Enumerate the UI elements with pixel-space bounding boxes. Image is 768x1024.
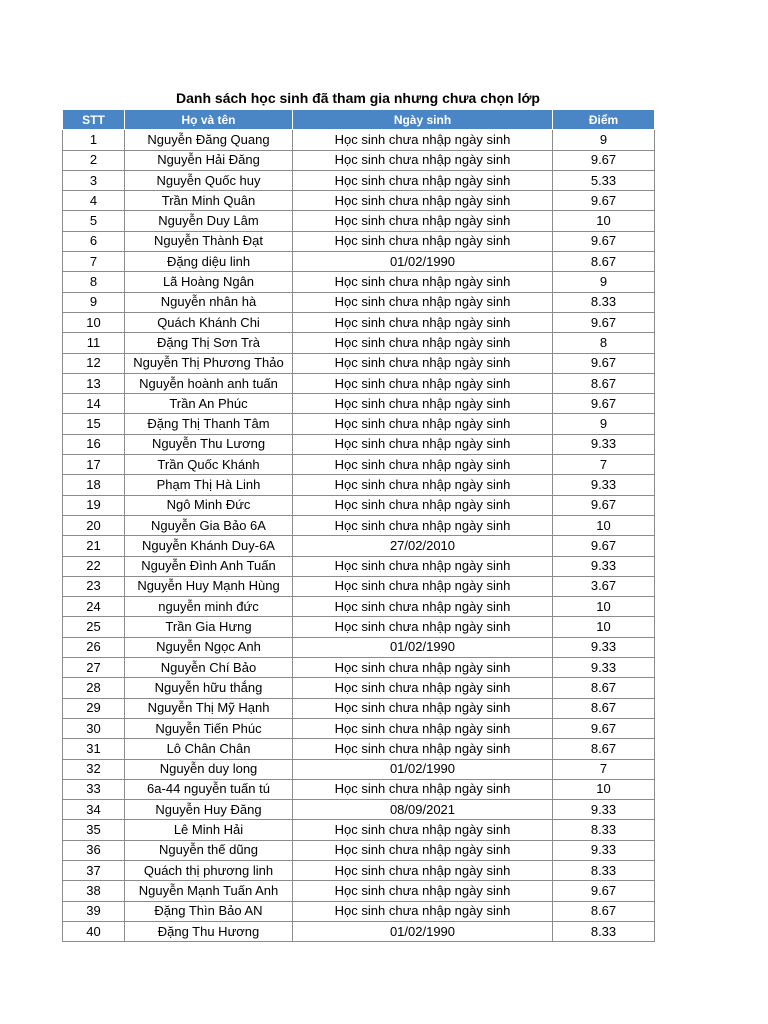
- cell-stt: 15: [63, 414, 125, 434]
- cell-date-of-birth: Học sinh chưa nhập ngày sinh: [293, 881, 553, 901]
- cell-score: 10: [553, 597, 655, 617]
- cell-full-name: Nguyễn duy long: [125, 759, 293, 779]
- cell-full-name: Nguyễn nhân hà: [125, 292, 293, 312]
- table-row: [63, 820, 655, 840]
- cell-full-name: Nguyễn Tiến Phúc: [125, 718, 293, 738]
- cell-date-of-birth: Học sinh chưa nhập ngày sinh: [293, 840, 553, 860]
- cell-full-name: Nguyễn Thị Phương Thảo: [125, 353, 293, 373]
- cell-stt: 32: [63, 759, 125, 779]
- table-row: [63, 779, 655, 799]
- cell-full-name: Đặng Thị Sơn Trà: [125, 333, 293, 353]
- cell-stt: 29: [63, 698, 125, 718]
- cell-full-name: nguyễn minh đức: [125, 597, 293, 617]
- table-row: [63, 759, 655, 779]
- cell-full-name: Nguyễn Quốc huy: [125, 170, 293, 190]
- cell-date-of-birth: Học sinh chưa nhập ngày sinh: [293, 292, 553, 312]
- cell-score: 3.67: [553, 576, 655, 596]
- cell-full-name: Nguyễn Thu Lương: [125, 434, 293, 454]
- cell-score: 9.67: [553, 353, 655, 373]
- cell-score: 10: [553, 779, 655, 799]
- cell-date-of-birth: 01/02/1990: [293, 759, 553, 779]
- cell-full-name: Đặng Thu Hương: [125, 921, 293, 941]
- cell-score: 9.67: [553, 394, 655, 414]
- cell-score: 7: [553, 759, 655, 779]
- cell-date-of-birth: Học sinh chưa nhập ngày sinh: [293, 597, 553, 617]
- cell-full-name: Nguyễn hữu thắng: [125, 678, 293, 698]
- table-row: [63, 637, 655, 657]
- cell-full-name: Đặng Thị Thanh Tâm: [125, 414, 293, 434]
- cell-score: 7: [553, 455, 655, 475]
- cell-stt: 26: [63, 637, 125, 657]
- cell-full-name: Trần Quốc Khánh: [125, 455, 293, 475]
- cell-score: 8.33: [553, 292, 655, 312]
- cell-full-name: Trần Gia Hưng: [125, 617, 293, 637]
- cell-date-of-birth: 27/02/2010: [293, 536, 553, 556]
- cell-stt: 37: [63, 860, 125, 880]
- cell-score: 8.67: [553, 698, 655, 718]
- cell-full-name: Phạm Thị Hà Linh: [125, 475, 293, 495]
- cell-stt: 6: [63, 231, 125, 251]
- cell-stt: 40: [63, 921, 125, 941]
- cell-stt: 20: [63, 515, 125, 535]
- cell-date-of-birth: Học sinh chưa nhập ngày sinh: [293, 475, 553, 495]
- cell-date-of-birth: Học sinh chưa nhập ngày sinh: [293, 779, 553, 799]
- cell-stt: 12: [63, 353, 125, 373]
- cell-date-of-birth: Học sinh chưa nhập ngày sinh: [293, 130, 553, 150]
- cell-score: 9.67: [553, 191, 655, 211]
- cell-full-name: Nguyễn Mạnh Tuấn Anh: [125, 881, 293, 901]
- table-row: [63, 658, 655, 678]
- table-row: [63, 475, 655, 495]
- cell-full-name: Nguyễn Khánh Duy-6A: [125, 536, 293, 556]
- cell-date-of-birth: Học sinh chưa nhập ngày sinh: [293, 211, 553, 231]
- cell-score: 9.33: [553, 658, 655, 678]
- cell-score: 9.67: [553, 718, 655, 738]
- cell-date-of-birth: Học sinh chưa nhập ngày sinh: [293, 515, 553, 535]
- cell-date-of-birth: Học sinh chưa nhập ngày sinh: [293, 373, 553, 393]
- cell-score: 8.67: [553, 678, 655, 698]
- cell-date-of-birth: Học sinh chưa nhập ngày sinh: [293, 495, 553, 515]
- table-row: [63, 597, 655, 617]
- table-row: [63, 211, 655, 231]
- cell-score: 9.33: [553, 800, 655, 820]
- student-table: [62, 109, 655, 942]
- cell-full-name: Nguyễn hoành anh tuấn: [125, 373, 293, 393]
- cell-stt: 9: [63, 292, 125, 312]
- table-row: [63, 312, 655, 332]
- header-date-of-birth: Ngày sinh: [293, 110, 553, 130]
- cell-stt: 3: [63, 170, 125, 190]
- table-row: [63, 800, 655, 820]
- cell-date-of-birth: 01/02/1990: [293, 637, 553, 657]
- cell-date-of-birth: Học sinh chưa nhập ngày sinh: [293, 231, 553, 251]
- cell-stt: 25: [63, 617, 125, 637]
- cell-score: 9: [553, 130, 655, 150]
- cell-full-name: Đặng Thìn Bảo AN: [125, 901, 293, 921]
- cell-score: 9.33: [553, 434, 655, 454]
- cell-full-name: Nguyễn Đăng Quang: [125, 130, 293, 150]
- table-row: [63, 901, 655, 921]
- table-row: [63, 150, 655, 170]
- cell-date-of-birth: Học sinh chưa nhập ngày sinh: [293, 414, 553, 434]
- table-row: [63, 130, 655, 150]
- cell-score: 9.67: [553, 312, 655, 332]
- table-row: [63, 353, 655, 373]
- cell-date-of-birth: Học sinh chưa nhập ngày sinh: [293, 556, 553, 576]
- table-header-row: [63, 110, 655, 130]
- table-row: [63, 678, 655, 698]
- cell-stt: 31: [63, 739, 125, 759]
- cell-stt: 1: [63, 130, 125, 150]
- cell-date-of-birth: Học sinh chưa nhập ngày sinh: [293, 191, 553, 211]
- cell-stt: 17: [63, 455, 125, 475]
- cell-score: 9.67: [553, 231, 655, 251]
- table-row: [63, 272, 655, 292]
- table-row: [63, 394, 655, 414]
- cell-score: 9: [553, 414, 655, 434]
- cell-date-of-birth: 08/09/2021: [293, 800, 553, 820]
- cell-full-name: Lã Hoàng Ngân: [125, 272, 293, 292]
- cell-score: 8.33: [553, 860, 655, 880]
- cell-date-of-birth: Học sinh chưa nhập ngày sinh: [293, 312, 553, 332]
- cell-full-name: Trần Minh Quân: [125, 191, 293, 211]
- cell-full-name: Nguyễn Duy Lâm: [125, 211, 293, 231]
- cell-full-name: Nguyễn Đình Anh Tuấn: [125, 556, 293, 576]
- cell-score: 10: [553, 211, 655, 231]
- table-row: [63, 921, 655, 941]
- cell-stt: 34: [63, 800, 125, 820]
- page-title: Danh sách học sinh đã tham gia nhưng chưa chọn lớp: [176, 90, 540, 106]
- cell-score: 9.67: [553, 536, 655, 556]
- cell-stt: 11: [63, 333, 125, 353]
- table-row: [63, 191, 655, 211]
- cell-stt: 2: [63, 150, 125, 170]
- cell-stt: 35: [63, 820, 125, 840]
- cell-date-of-birth: 01/02/1990: [293, 252, 553, 272]
- cell-full-name: Nguyễn Chí Bảo: [125, 658, 293, 678]
- cell-full-name: 6a-44 nguyễn tuấn tú: [125, 779, 293, 799]
- table-row: [63, 739, 655, 759]
- cell-score: 9.67: [553, 150, 655, 170]
- table-row: [63, 495, 655, 515]
- cell-full-name: Nguyễn Gia Bảo 6A: [125, 515, 293, 535]
- cell-stt: 33: [63, 779, 125, 799]
- cell-full-name: Lê Minh Hải: [125, 820, 293, 840]
- cell-stt: 4: [63, 191, 125, 211]
- cell-stt: 10: [63, 312, 125, 332]
- cell-score: 9.67: [553, 495, 655, 515]
- table-row: [63, 718, 655, 738]
- table-row: [63, 576, 655, 596]
- cell-date-of-birth: Học sinh chưa nhập ngày sinh: [293, 434, 553, 454]
- cell-date-of-birth: 01/02/1990: [293, 921, 553, 941]
- table-row: [63, 231, 655, 251]
- table-row: [63, 840, 655, 860]
- cell-stt: 36: [63, 840, 125, 860]
- cell-stt: 14: [63, 394, 125, 414]
- cell-score: 8.33: [553, 820, 655, 840]
- header-full-name: Họ và tên: [125, 110, 293, 130]
- cell-date-of-birth: Học sinh chưa nhập ngày sinh: [293, 333, 553, 353]
- cell-score: 10: [553, 617, 655, 637]
- cell-stt: 27: [63, 658, 125, 678]
- cell-score: 8.33: [553, 921, 655, 941]
- table-row: [63, 373, 655, 393]
- cell-date-of-birth: Học sinh chưa nhập ngày sinh: [293, 353, 553, 373]
- cell-full-name: Nguyễn Thành Đạt: [125, 231, 293, 251]
- cell-score: 8.67: [553, 901, 655, 921]
- cell-full-name: Nguyễn Huy Mạnh Hùng: [125, 576, 293, 596]
- cell-date-of-birth: Học sinh chưa nhập ngày sinh: [293, 394, 553, 414]
- cell-full-name: Nguyễn thế dũng: [125, 840, 293, 860]
- cell-score: 8.67: [553, 373, 655, 393]
- cell-full-name: Đặng diệu linh: [125, 252, 293, 272]
- cell-score: 9.33: [553, 556, 655, 576]
- cell-date-of-birth: Học sinh chưa nhập ngày sinh: [293, 455, 553, 475]
- table-row: [63, 881, 655, 901]
- table-row: [63, 860, 655, 880]
- header-stt: STT: [63, 110, 125, 130]
- table-row: [63, 536, 655, 556]
- cell-score: 9.33: [553, 637, 655, 657]
- cell-full-name: Nguyễn Ngọc Anh: [125, 637, 293, 657]
- cell-stt: 21: [63, 536, 125, 556]
- cell-score: 8: [553, 333, 655, 353]
- cell-full-name: Lô Chân Chân: [125, 739, 293, 759]
- cell-full-name: Nguyễn Thị Mỹ Hạnh: [125, 698, 293, 718]
- cell-date-of-birth: Học sinh chưa nhập ngày sinh: [293, 901, 553, 921]
- cell-score: 8.67: [553, 252, 655, 272]
- cell-date-of-birth: Học sinh chưa nhập ngày sinh: [293, 576, 553, 596]
- table-row: [63, 556, 655, 576]
- cell-score: 8.67: [553, 739, 655, 759]
- table-row: [63, 333, 655, 353]
- cell-stt: 38: [63, 881, 125, 901]
- cell-score: 9.67: [553, 881, 655, 901]
- cell-stt: 18: [63, 475, 125, 495]
- table-row: [63, 434, 655, 454]
- cell-stt: 24: [63, 597, 125, 617]
- table-row: [63, 252, 655, 272]
- cell-stt: 16: [63, 434, 125, 454]
- cell-date-of-birth: Học sinh chưa nhập ngày sinh: [293, 698, 553, 718]
- header-score: Điểm: [553, 110, 655, 130]
- cell-stt: 23: [63, 576, 125, 596]
- cell-date-of-birth: Học sinh chưa nhập ngày sinh: [293, 658, 553, 678]
- cell-full-name: Ngô Minh Đức: [125, 495, 293, 515]
- cell-date-of-birth: Học sinh chưa nhập ngày sinh: [293, 718, 553, 738]
- cell-full-name: Nguyễn Huy Đăng: [125, 800, 293, 820]
- cell-full-name: Trần An Phúc: [125, 394, 293, 414]
- cell-stt: 30: [63, 718, 125, 738]
- cell-date-of-birth: Học sinh chưa nhập ngày sinh: [293, 617, 553, 637]
- table-row: [63, 617, 655, 637]
- cell-stt: 13: [63, 373, 125, 393]
- table-row: [63, 455, 655, 475]
- cell-date-of-birth: Học sinh chưa nhập ngày sinh: [293, 820, 553, 840]
- cell-score: 5.33: [553, 170, 655, 190]
- cell-date-of-birth: Học sinh chưa nhập ngày sinh: [293, 170, 553, 190]
- cell-full-name: Quách thị phương linh: [125, 860, 293, 880]
- cell-stt: 19: [63, 495, 125, 515]
- cell-score: 9.33: [553, 475, 655, 495]
- cell-stt: 28: [63, 678, 125, 698]
- table-row: [63, 292, 655, 312]
- table-body: [63, 130, 655, 942]
- cell-full-name: Nguyễn Hải Đăng: [125, 150, 293, 170]
- cell-score: 9: [553, 272, 655, 292]
- cell-stt: 8: [63, 272, 125, 292]
- cell-score: 10: [553, 515, 655, 535]
- table-row: [63, 170, 655, 190]
- cell-stt: 5: [63, 211, 125, 231]
- cell-date-of-birth: Học sinh chưa nhập ngày sinh: [293, 739, 553, 759]
- cell-date-of-birth: Học sinh chưa nhập ngày sinh: [293, 860, 553, 880]
- cell-date-of-birth: Học sinh chưa nhập ngày sinh: [293, 678, 553, 698]
- cell-stt: 39: [63, 901, 125, 921]
- cell-date-of-birth: Học sinh chưa nhập ngày sinh: [293, 272, 553, 292]
- table-row: [63, 515, 655, 535]
- cell-stt: 7: [63, 252, 125, 272]
- cell-score: 9.33: [553, 840, 655, 860]
- table-row: [63, 698, 655, 718]
- table-row: [63, 414, 655, 434]
- cell-full-name: Quách Khánh Chi: [125, 312, 293, 332]
- cell-date-of-birth: Học sinh chưa nhập ngày sinh: [293, 150, 553, 170]
- cell-stt: 22: [63, 556, 125, 576]
